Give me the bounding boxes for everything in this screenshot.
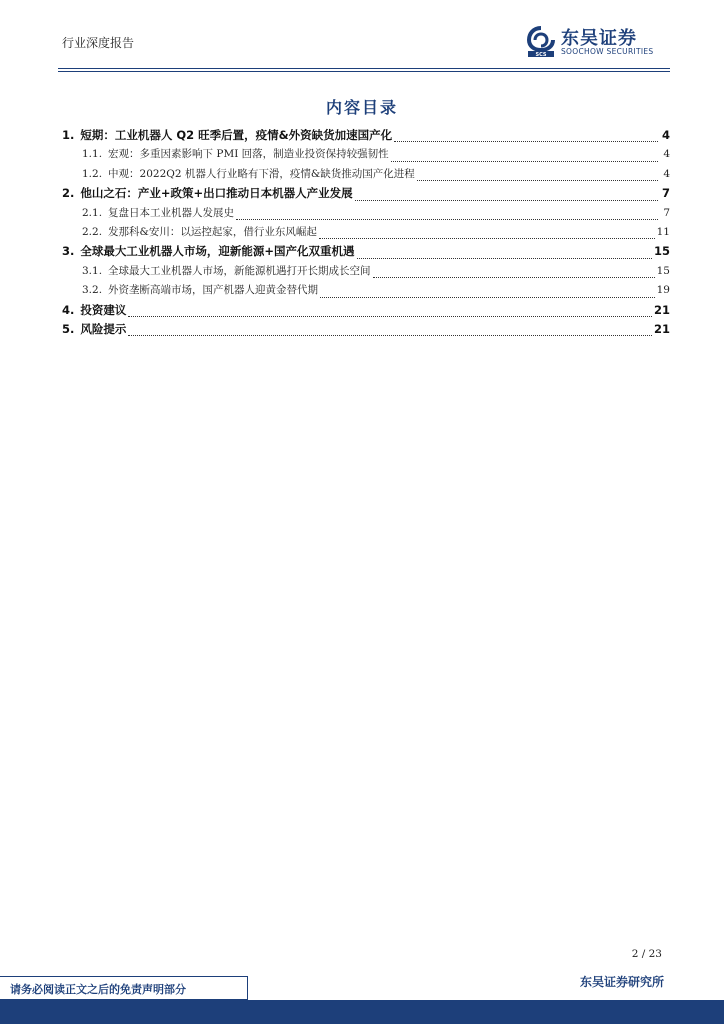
toc-entry[interactable] bbox=[62, 302, 670, 321]
header-divider-thin bbox=[58, 71, 670, 72]
toc-entry-page: 15 bbox=[653, 244, 670, 259]
toc-entry-title: 复盘日本工业机器人发展史 bbox=[108, 206, 235, 219]
logo-english-name: SOOCHOW SECURITIES bbox=[561, 47, 654, 56]
toc-entry-page: 4 bbox=[663, 148, 670, 161]
toc-entry-title: 全球最大工业机器人市场，新能源机遇打开长期成长空间 bbox=[108, 264, 371, 277]
toc-entry-number: 3.1. bbox=[82, 264, 103, 277]
toc-entry-title: 外资垄断高端市场，国产机器人迎黄金替代期 bbox=[108, 284, 319, 297]
toc-entry-title: 投资建议 bbox=[80, 302, 127, 317]
toc-entry[interactable] bbox=[62, 166, 670, 185]
footer-bar bbox=[0, 1000, 724, 1024]
footer-disclaimer-box bbox=[0, 976, 248, 1000]
toc-entry-number: 2.2. bbox=[82, 225, 103, 238]
toc-entry[interactable] bbox=[62, 321, 670, 340]
toc-entry-title: 他山之石：产业+政策+出口推动日本机器人产业发展 bbox=[80, 186, 353, 201]
toc-title: 内容目录 bbox=[325, 98, 398, 117]
toc-dot-leader bbox=[355, 199, 658, 201]
toc-dot-leader bbox=[417, 179, 658, 181]
toc-entry-title: 风险提示 bbox=[80, 321, 127, 336]
toc-entry-number: 2. bbox=[62, 186, 75, 201]
header-divider bbox=[58, 68, 670, 69]
toc-entry[interactable] bbox=[62, 205, 670, 224]
toc-entry[interactable] bbox=[62, 185, 670, 204]
toc-entry-title: 中观：2022Q2 机器人行业略有下滑，疫情&缺货推动国产化进程 bbox=[108, 167, 415, 180]
toc-entry-page: 4 bbox=[661, 128, 670, 142]
logo-emblem-icon bbox=[526, 26, 556, 58]
toc-entry[interactable] bbox=[62, 224, 670, 243]
toc-entry[interactable] bbox=[62, 282, 670, 301]
toc-dot-leader bbox=[319, 237, 655, 239]
page-number: 2 / 23 bbox=[631, 948, 662, 960]
toc-dot-leader bbox=[128, 334, 652, 336]
toc-entry-number: 3. bbox=[62, 244, 75, 259]
logo-chinese-name: 东吴证券 bbox=[561, 28, 637, 49]
toc-dot-leader bbox=[373, 276, 655, 278]
toc-entry-title: 发那科&安川：以运控起家，借行业东风崛起 bbox=[108, 225, 317, 238]
toc-entry-page: 19 bbox=[656, 284, 670, 297]
toc-entry[interactable] bbox=[62, 127, 670, 146]
footer-institute-name: 东吴证券研究所 bbox=[579, 975, 664, 989]
footer-disclaimer: 请务必阅读正文之后的免责声明部分 bbox=[10, 983, 186, 996]
toc-entry-number: 5. bbox=[62, 321, 75, 336]
toc-dot-leader bbox=[394, 140, 658, 142]
table-of-contents bbox=[62, 127, 670, 340]
report-type-label: 行业深度报告 bbox=[62, 36, 135, 50]
toc-entry-page: 7 bbox=[661, 186, 670, 201]
toc-dot-leader bbox=[357, 257, 652, 259]
toc-entry-page: 11 bbox=[656, 225, 670, 238]
svg-text:SCS: SCS bbox=[535, 52, 547, 58]
toc-entry-number: 4. bbox=[62, 302, 75, 317]
toc-entry-title: 宏观：多重因素影响下 PMI 回落，制造业投资保持较强韧性 bbox=[108, 148, 389, 161]
toc-entry-number: 1. bbox=[62, 128, 75, 142]
company-logo bbox=[526, 24, 676, 62]
toc-entry-title: 短期：工业机器人 Q2 旺季后置，疫情&外资缺货加速国产化 bbox=[80, 128, 393, 142]
toc-entry-page: 21 bbox=[653, 302, 670, 317]
toc-dot-leader bbox=[320, 296, 655, 298]
toc-entry-page: 7 bbox=[663, 206, 670, 219]
toc-entry-number: 3.2. bbox=[82, 284, 103, 297]
toc-entry-page: 15 bbox=[656, 264, 670, 277]
toc-entry-number: 2.1. bbox=[82, 206, 103, 219]
toc-dot-leader bbox=[391, 160, 658, 162]
toc-entry-page: 21 bbox=[653, 321, 670, 336]
toc-entry[interactable] bbox=[62, 146, 670, 165]
toc-dot-leader bbox=[128, 315, 652, 317]
toc-entry-number: 1.1. bbox=[82, 148, 103, 161]
toc-entry[interactable] bbox=[62, 243, 670, 262]
toc-entry-page: 4 bbox=[663, 167, 670, 180]
toc-entry-title: 全球最大工业机器人市场，迎新能源+国产化双重机遇 bbox=[80, 244, 355, 259]
toc-entry-number: 1.2. bbox=[82, 167, 103, 180]
toc-dot-leader bbox=[236, 218, 658, 220]
toc-entry[interactable] bbox=[62, 263, 670, 282]
